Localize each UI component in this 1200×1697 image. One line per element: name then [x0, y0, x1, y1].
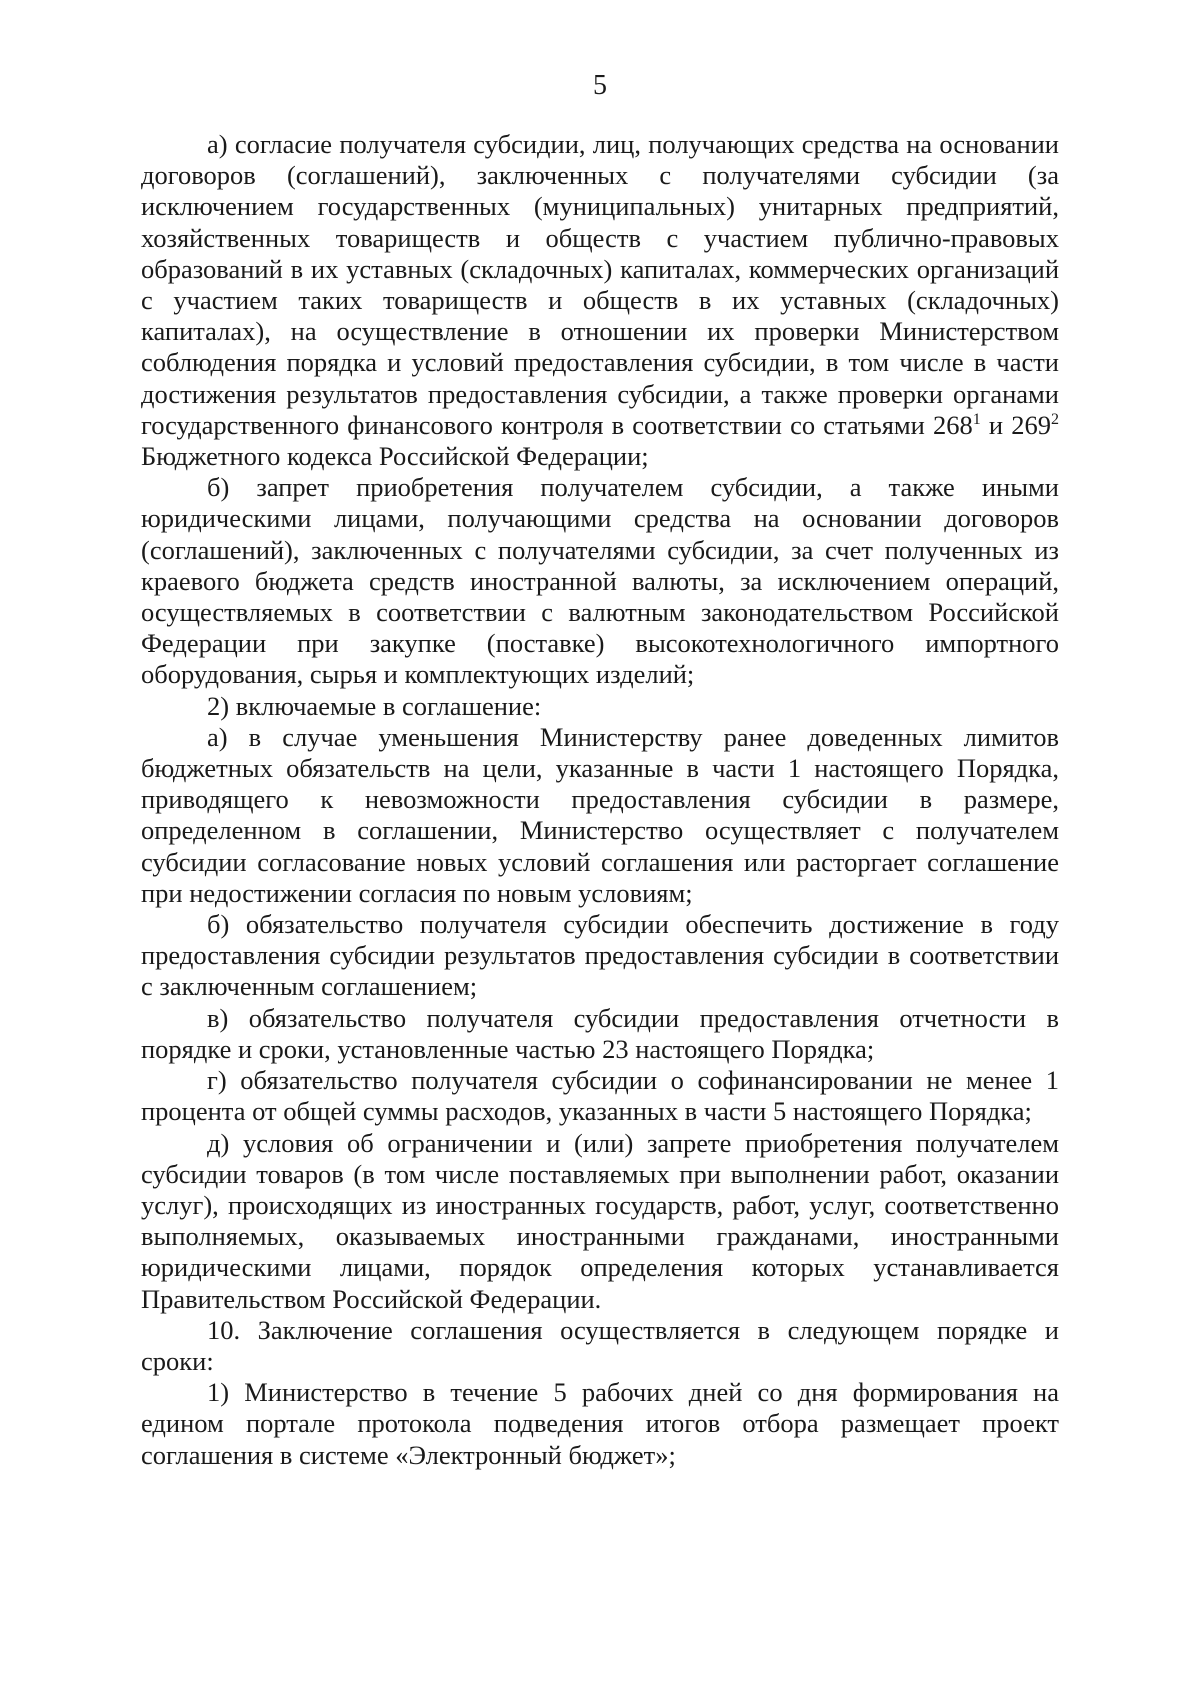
paragraph-foreign-goods: д) условия об ограничении и (или) запрете приобретения получателем субсидии товаров (в том числе поставляемых при выполнении работ, оказании услуг), происходящих из иностранных государств, работ, услуг, соответственно выполняемых, оказываемых иностранными гражданами, иностранными юридическими лицами, порядок определения которых устанавливается Правительством Российской Федерации.: [141, 1127, 1059, 1314]
document-body: [141, 129, 1059, 1471]
paragraph-limits-reduction: а) в случае уменьшения Министерству ранее доведенных лимитов бюджетных обязательств на цели, указанные в части 1 настоящего Порядка, приводящего к невозможности предоставления субсидии в размере, определенном в соглашении, Министерство осуществляет с получателем субсидии согласование новых условий соглашения или расторгает соглашение при недостижении согласия по новым условиям;: [141, 721, 1059, 908]
paragraph-consent: а) согласие получателя субсидии, лиц, получающих средства на основании договоров (соглашений), заключенных с получателями субсидии (за исключением государственных (муниципальных) унитарных предприятий, хозяйственных товариществ и обществ с участием публично-правовых образований в их уставных (складочных) капиталах, коммерческих организаций с участием таких товариществ и обществ в их уставных (складочных) капиталах), на осуществление в отношении их проверки Министерством соблюдения порядка и условий предоставления субсидии, в том числе в части достижения результатов предоставления субсидии, а также проверки органами государственного финансового контроля в соответствии со статьями $268^1$ и $269^2$ Бюджетного кодекса Российской Федерации;: [141, 129, 1059, 472]
paragraph-cofinancing: г) обязательство получателя субсидии о софинансировании не менее 1 процента от общей суммы расходов, указанных в части 5 настоящего Порядка;: [141, 1065, 1059, 1127]
article-superscript: 2: [1051, 411, 1059, 428]
article-superscript: 1: [972, 411, 981, 428]
paragraph-included-heading: 2) включаемые в соглашение:: [207, 690, 542, 721]
paragraph-reporting-obligation: в) обязательство получателя субсидии предоставления отчетности в порядке и сроки, установленные частью 23 настоящего Порядка;: [141, 1002, 1059, 1064]
paragraph-currency-ban: б) запрет приобретения получателем субсидии, а также иными юридическими лицами, получающими средства на основании договоров (соглашений), заключенных с получателями субсидии, за счет полученных из краевого бюджета средств иностранной валюты, за исключением операций, осуществляемых в соответствии с валютным законодательством Российской Федерации при закупке (поставке) высокотехнологичного импортного оборудования, сырья и комплектующих изделий;: [141, 472, 1059, 690]
paragraph-ministry-draft: 1) Министерство в течение 5 рабочих дней со дня формирования на едином портале протокола подведения итогов отбора размещает проект соглашения в системе «Электронный бюджет»;: [141, 1377, 1059, 1470]
paragraph-results-obligation: б) обязательство получателя субсидии обеспечить достижение в году предоставления субсидии результатов предоставления субсидии в соответствии с заключенным соглашением;: [141, 909, 1059, 1002]
paragraph-agreement-procedure: 10. Заключение соглашения осуществляется в следующем порядке и сроки:: [141, 1314, 1059, 1376]
page-number: 5: [593, 70, 607, 101]
